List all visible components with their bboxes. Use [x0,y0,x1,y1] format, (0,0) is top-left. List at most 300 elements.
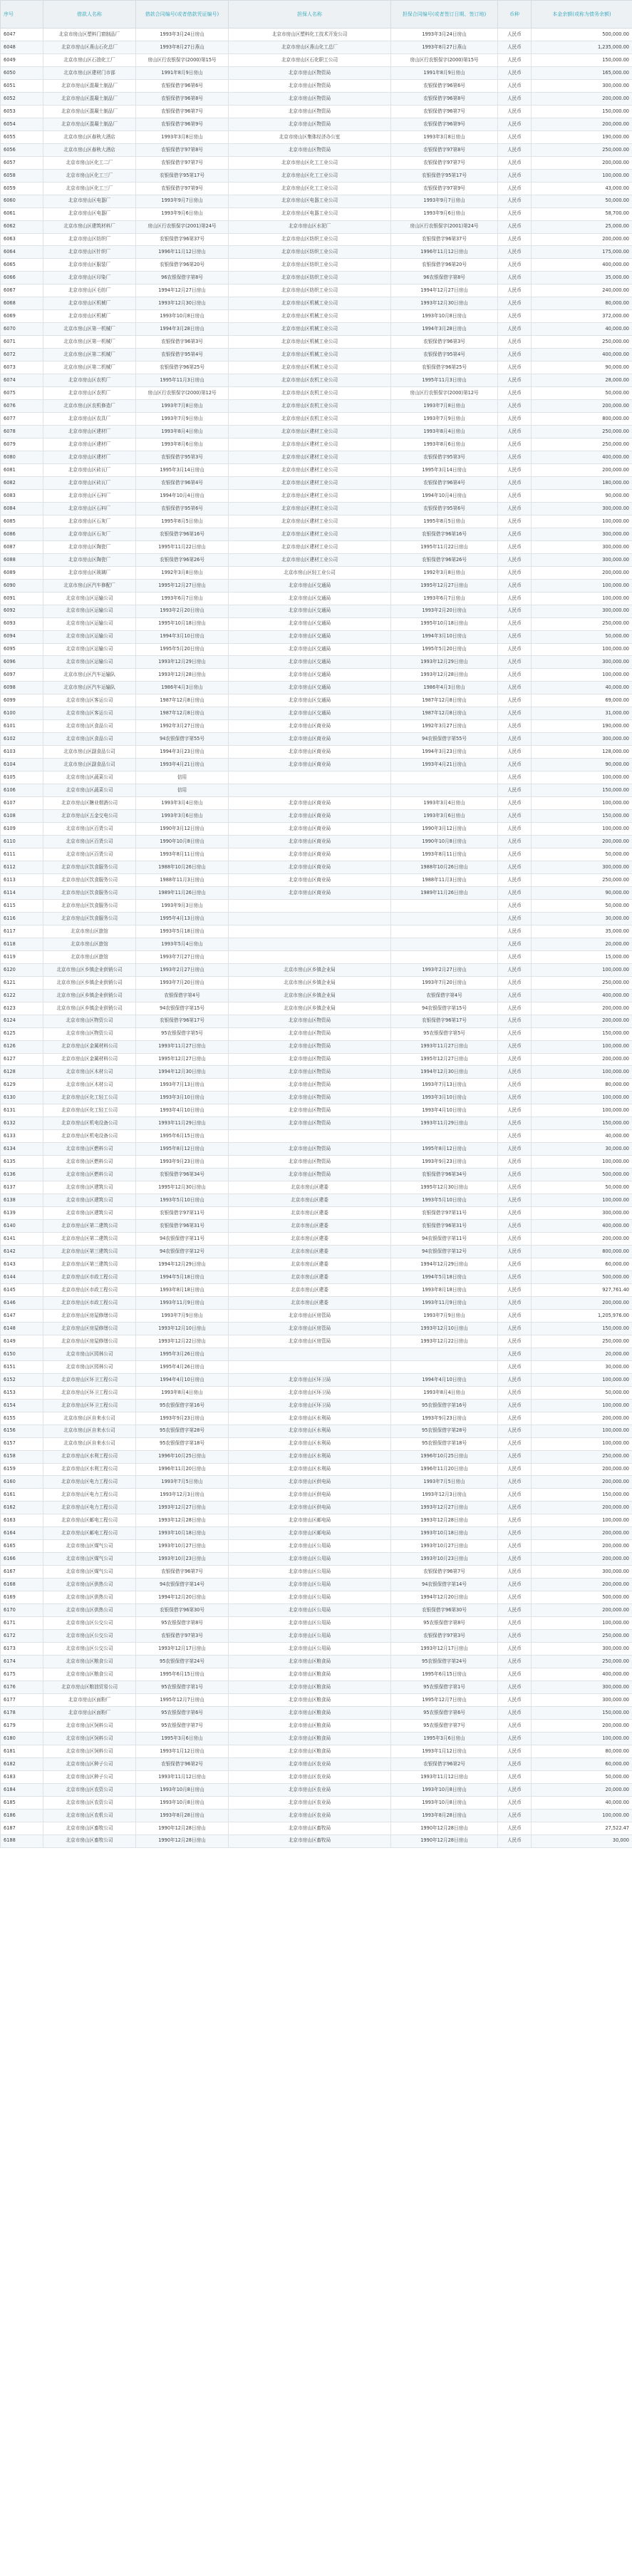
principal-cell: 300,000.00 [532,79,632,92]
guarantee-contract-cell: 1994年12月27日房山 [391,284,498,297]
borrower-cell: 北京市房山区农资公司 [43,1783,136,1796]
principal-cell: 200,000.00 [532,118,632,130]
principal-cell: 300,000.00 [532,1207,632,1220]
guarantee-contract-cell: 1993年9月7日房山 [391,195,498,207]
currency-cell: 人民币 [498,1117,532,1130]
guarantee-contract-cell: 农银保借字96第26号 [391,553,498,566]
guarantor-cell: 北京市房山区建材工业公司 [229,451,391,463]
currency-cell: 人民币 [498,1027,532,1040]
guarantee-contract-cell: 1993年7月9日房山 [391,1309,498,1322]
principal-cell: 300,000.00 [532,1680,632,1693]
guarantor-cell: 北京市房山区交通局 [229,605,391,617]
table-row [1,169,632,182]
table-row [1,540,632,553]
principal-cell: 250,000.00 [532,1450,632,1463]
loan-contract-cell: 1993年12月28日房山 [136,669,229,682]
guarantor-cell: 北京市房山区燕山化工总厂 [229,41,391,53]
table-row [1,1540,632,1553]
guarantor-cell: 北京市房山区物资局 [229,1040,391,1053]
guarantor-cell [229,1360,391,1373]
loan-contract-cell: 1995年11月3日房山 [136,374,229,387]
borrower-cell: 北京市房山区燃料公司 [43,1169,136,1181]
borrower-cell: 北京市房山区环卫工程公司 [43,1399,136,1412]
borrower-cell: 北京市房山区粮食公司 [43,1656,136,1668]
serial-cell: 6054 [1,118,43,130]
borrower-cell: 北京市房山区机械厂 [43,310,136,323]
guarantor-cell: 北京市房山区建委 [229,1194,391,1207]
guarantee-contract-cell: 1992年3月8日房山 [391,566,498,579]
currency-cell: 人民币 [498,489,532,502]
loan-contract-cell: 农银保借字96第16号 [136,528,229,540]
table-row [1,1348,632,1360]
guarantor-cell: 北京市房山区物资局 [229,1015,391,1027]
currency-cell: 人民币 [498,182,532,195]
principal-cell: 30,000.00 [532,912,632,925]
table-row [1,1220,632,1233]
borrower-cell: 北京市房山区建筑公司 [43,1181,136,1194]
currency-cell: 人民币 [498,1668,532,1681]
currency-cell: 人民币 [498,502,532,515]
principal-cell: 100,000.00 [532,1514,632,1527]
serial-cell: 6127 [1,1053,43,1066]
currency-cell: 人民币 [498,848,532,861]
borrower-cell: 北京市房山区石灰厂 [43,515,136,528]
serial-cell: 6152 [1,1373,43,1386]
loan-contract-cell: 1995年12月7日房山 [136,1693,229,1706]
guarantee-contract-cell: 1994年3月23日房山 [391,746,498,759]
currency-cell: 人民币 [498,1360,532,1373]
guarantee-contract-cell: 1991年8月9日房山 [391,66,498,79]
guarantor-cell: 北京市房山区纺织工业公司 [229,233,391,246]
guarantor-cell: 北京市房山区商业局 [229,746,391,759]
serial-cell: 6139 [1,1207,43,1220]
serial-cell: 6107 [1,797,43,810]
principal-cell: 200,000.00 [532,156,632,169]
guarantee-contract-cell: 1994年12月20日房山 [391,1591,498,1604]
principal-cell: 100,000.00 [532,1809,632,1822]
guarantee-contract-cell: 1993年5月10日房山 [391,1194,498,1207]
guarantee-contract-cell: 1993年12月28日房山 [391,669,498,682]
loan-contract-cell: 1995年8月12日房山 [136,1143,229,1156]
currency-cell: 人民币 [498,272,532,284]
loan-contract-cell: 1993年6月7日房山 [136,592,229,605]
loan-contract-cell: 94农银保借字第55号 [136,733,229,746]
loan-contract-cell: 95农银保借字第16号 [136,1399,229,1412]
currency-cell: 人民币 [498,1783,532,1796]
table-row [1,643,632,656]
currency-cell: 人民币 [498,1425,532,1437]
principal-cell: 30,000.00 [532,1360,632,1373]
loan-contract-cell: 1993年12月30日房山 [136,297,229,310]
table-row [1,720,632,733]
currency-cell: 人民币 [498,310,532,323]
guarantee-contract-cell: 1996年10月25日房山 [391,1450,498,1463]
loan-contract-cell: 1993年2月20日房山 [136,605,229,617]
serial-cell: 6084 [1,502,43,515]
guarantor-cell: 北京市房山区纺织工业公司 [229,272,391,284]
table-row [1,207,632,220]
principal-cell: 250,000.00 [532,1335,632,1348]
currency-cell: 人民币 [498,1617,532,1630]
guarantee-contract-cell: 1993年2月27日房山 [391,963,498,976]
principal-cell: 150,000.00 [532,105,632,118]
header-principal: 本金余额(或称为债务余额) [532,1,632,29]
principal-cell: 100,000.00 [532,669,632,682]
principal-cell: 150,000.00 [532,1117,632,1130]
borrower-cell: 北京市房山区农资公司 [43,1796,136,1809]
header-loan-contract: 借款合同编号(或者借款凭证编号) [136,1,229,29]
serial-cell: 6078 [1,426,43,438]
guarantor-cell: 北京市房山区乡镇企业局 [229,1002,391,1015]
table-row [1,746,632,759]
loan-contract-cell: 信用 [136,784,229,797]
principal-cell: 80,000.00 [532,1079,632,1092]
borrower-cell: 北京市房山区市政工程公司 [43,1283,136,1296]
currency-cell: 人民币 [498,413,532,426]
loan-contract-cell: 1987年12月8日房山 [136,694,229,707]
table-row [1,592,632,605]
loan-contract-cell: 1993年8月28日房山 [136,1809,229,1822]
currency-cell: 人民币 [498,1053,532,1066]
currency-cell: 人民币 [498,207,532,220]
loan-contract-cell: 1993年10月8日房山 [136,1783,229,1796]
guarantor-cell: 北京市房山区公用局 [229,1643,391,1656]
guarantor-cell: 北京市房山区建材工业公司 [229,463,391,476]
borrower-cell: 北京市房山区木材公司 [43,1079,136,1092]
table-row [1,1412,632,1425]
loan-contract-cell: 1993年7月8日房山 [136,400,229,413]
table-row [1,463,632,476]
guarantee-contract-cell: 94农银保借字第15号 [391,1002,498,1015]
serial-cell: 6138 [1,1194,43,1207]
guarantor-cell: 北京市房山区交通局 [229,656,391,669]
principal-cell: 300,000.00 [532,1693,632,1706]
guarantor-cell: 北京市房山区公用局 [229,1617,391,1630]
loan-contract-cell: 农银保借字96第34号 [136,1169,229,1181]
table-row [1,118,632,130]
table-row [1,105,632,118]
principal-cell: 200,000.00 [532,1233,632,1246]
serial-cell: 6108 [1,810,43,823]
currency-cell: 人民币 [498,1822,532,1834]
serial-cell: 6161 [1,1489,43,1502]
header-guarantee-contract: 担保合同编号(或者签订日期、签订地) [391,1,498,29]
table-row [1,682,632,694]
borrower-cell: 北京市房山区汽车运输队 [43,682,136,694]
loan-contract-cell: 1993年12月3日房山 [136,1489,229,1502]
currency-cell: 人民币 [498,963,532,976]
currency-cell: 人民币 [498,899,532,912]
table-row [1,886,632,899]
guarantor-cell: 北京市房山区水泥厂 [229,220,391,233]
borrower-cell: 北京市房山区化工轻工公司 [43,1092,136,1104]
currency-cell: 人民币 [498,463,532,476]
guarantor-cell: 北京市房山区化工工业公司 [229,169,391,182]
guarantor-cell [229,1130,391,1143]
borrower-cell: 北京市房山区建筑公司 [43,1194,136,1207]
borrower-cell: 北京市房山区物资公司 [43,1027,136,1040]
serial-cell: 6154 [1,1399,43,1412]
loan-contract-cell: 农银保借字97第7号 [136,156,229,169]
currency-cell: 人民币 [498,720,532,733]
guarantee-contract-cell: 1994年12月30日房山 [391,1066,498,1079]
guarantor-cell: 北京市房山区乡镇企业局 [229,989,391,1002]
currency-cell: 人民币 [498,374,532,387]
principal-cell: 150,000.00 [532,1489,632,1502]
table-row [1,1719,632,1732]
loan-contract-cell: 1995年12月27日房山 [136,579,229,592]
borrower-cell: 北京市房山区建材厂 [43,426,136,438]
guarantor-cell: 北京市房山区供电局 [229,1476,391,1489]
guarantee-contract-cell: 1993年8月27日燕山 [391,41,498,53]
loan-contract-cell: 1993年11月9日房山 [136,1296,229,1309]
principal-cell: 400,000.00 [532,1668,632,1681]
guarantor-cell: 北京市房山区农机工业公司 [229,400,391,413]
guarantor-cell: 北京市房山区建材工业公司 [229,502,391,515]
currency-cell: 人民币 [498,1809,532,1822]
loan-contract-cell: 1995年8月5日房山 [136,515,229,528]
loan-contract-cell: 1994年12月20日房山 [136,1591,229,1604]
guarantor-cell [229,912,391,925]
guarantee-contract-cell: 1995年12月27日房山 [391,579,498,592]
guarantor-cell: 北京市房山区农机工业公司 [229,374,391,387]
loan-contract-cell: 1993年7月5日房山 [136,1476,229,1489]
table-row [1,41,632,53]
guarantor-cell: 北京市房山区商业局 [229,836,391,848]
table-row [1,950,632,963]
principal-cell: 240,000.00 [532,284,632,297]
guarantee-contract-cell: 农银保借字96第7号 [391,105,498,118]
serial-cell: 6073 [1,361,43,374]
serial-cell: 6178 [1,1706,43,1719]
table-row [1,1732,632,1745]
serial-cell: 6160 [1,1476,43,1489]
borrower-cell: 北京市房山区粮油贸易公司 [43,1680,136,1693]
loan-contract-cell: 1995年3月6日房山 [136,1732,229,1745]
borrower-cell: 北京市房山区邮电工程公司 [43,1527,136,1540]
principal-cell: 300,000.00 [532,1643,632,1656]
guarantor-cell: 北京市房山区建材工业公司 [229,489,391,502]
table-row [1,438,632,451]
serial-cell: 6121 [1,976,43,989]
guarantee-contract-cell: 94农银保借字第55号 [391,733,498,746]
currency-cell: 人民币 [498,1527,532,1540]
principal-cell: 100,000.00 [532,1617,632,1630]
serial-cell: 6166 [1,1553,43,1566]
guarantor-cell: 北京市房山区畜牧局 [229,1822,391,1834]
loan-contract-cell: 1995年5月20日房山 [136,643,229,656]
loan-contract-cell: 1995年4月26日房山 [136,1360,229,1373]
table-row [1,1092,632,1104]
loan-contract-cell: 1993年7月13日房山 [136,1079,229,1092]
table-row [1,1463,632,1476]
loan-contract-cell: 1988年10月26日房山 [136,861,229,873]
loan-contract-cell: 1994年3月10日房山 [136,630,229,643]
currency-cell: 人民币 [498,361,532,374]
serial-cell: 6104 [1,759,43,771]
guarantee-contract-cell: 农银保借字96第7号 [391,1566,498,1579]
loan-contract-cell: 1993年4月10日房山 [136,1104,229,1117]
currency-cell: 人民币 [498,1373,532,1386]
table-row [1,502,632,515]
borrower-cell: 北京市房山区农机修造厂 [43,400,136,413]
principal-cell: 60,000.00 [532,1757,632,1770]
guarantor-cell: 北京市房山区物资局 [229,1053,391,1066]
borrower-cell: 北京市房山区第二机械厂 [43,349,136,361]
loan-contract-cell: 1995年12月27日房山 [136,1053,229,1066]
guarantee-contract-cell: 1993年3月8日房山 [391,130,498,143]
serial-cell: 6155 [1,1412,43,1425]
guarantee-contract-cell: 1987年12月8日房山 [391,694,498,707]
loan-contract-cell: 1993年3月24日房山 [136,29,229,41]
header-guarantor: 担保人名称 [229,1,391,29]
borrower-cell: 北京市房山区供热公司 [43,1579,136,1591]
serial-cell: 6071 [1,336,43,349]
guarantee-contract-cell: 1993年9月6日房山 [391,207,498,220]
guarantee-contract-cell: 农银保借字96第34号 [391,1169,498,1181]
guarantor-cell [229,925,391,938]
borrower-cell: 北京市房山区石油化工厂 [43,53,136,66]
serial-cell: 6085 [1,515,43,528]
borrower-cell: 北京市房山区化工三厂 [43,182,136,195]
borrower-cell: 北京市房山区煤气公司 [43,1553,136,1566]
principal-cell: 100,000.00 [532,592,632,605]
borrower-cell: 北京市房山区砖瓦厂 [43,463,136,476]
guarantee-contract-cell: 1993年8月11日房山 [391,848,498,861]
currency-cell: 人民币 [498,912,532,925]
currency-cell: 人民币 [498,592,532,605]
table-row [1,1373,632,1386]
borrower-cell: 北京市房山区饲料公司 [43,1732,136,1745]
loan-contract-cell: 1993年12月17日房山 [136,1643,229,1656]
borrower-cell: 北京市房山区种子公司 [43,1770,136,1783]
guarantee-contract-cell: 1993年4月21日房山 [391,759,498,771]
serial-cell: 6153 [1,1386,43,1399]
borrower-cell: 北京市房山区面粉厂 [43,1693,136,1706]
guarantee-contract-cell: 1994年3月28日房山 [391,323,498,336]
currency-cell: 人民币 [498,143,532,156]
currency-cell: 人民币 [498,1233,532,1246]
principal-cell: 500,000.00 [532,1169,632,1181]
guarantee-contract-cell: 1993年8月28日房山 [391,1809,498,1822]
loan-contract-cell: 1994年12月27日房山 [136,284,229,297]
guarantor-cell: 北京市房山区物资局 [229,1027,391,1040]
guarantor-cell: 北京市房山区粮食局 [229,1745,391,1757]
currency-cell: 人民币 [498,1399,532,1412]
serial-cell: 6164 [1,1527,43,1540]
borrower-cell: 北京市房山区旅馆 [43,925,136,938]
serial-cell: 6142 [1,1246,43,1258]
serial-cell: 6130 [1,1092,43,1104]
loan-contract-cell: 农银保借字97第11号 [136,1207,229,1220]
borrower-cell: 北京市房山区房屋修缮公司 [43,1335,136,1348]
borrower-cell: 北京市房山区春秋大酒店 [43,130,136,143]
principal-cell: 300,000.00 [532,861,632,873]
borrower-cell: 北京市房山区机电设备公司 [43,1117,136,1130]
guarantee-contract-cell: 1995年3月6日房山 [391,1732,498,1745]
guarantee-contract-cell: 1994年3月10日房山 [391,630,498,643]
guarantor-cell: 北京市房山区粮食局 [229,1706,391,1719]
currency-cell: 人民币 [498,566,532,579]
table-row [1,1425,632,1437]
serial-cell: 6047 [1,29,43,41]
serial-cell: 6082 [1,476,43,489]
borrower-cell: 北京市房山区蔬菜公司 [43,784,136,797]
currency-cell: 人民币 [498,105,532,118]
principal-cell: 200,000.00 [532,566,632,579]
serial-cell: 6117 [1,925,43,938]
loan-contract-cell: 1990年12月28日房山 [136,1834,229,1847]
guarantor-cell: 北京市房山区商业局 [229,797,391,810]
guarantee-contract-cell: 1993年12月27日房山 [391,1502,498,1514]
guarantor-cell: 北京市房山区塑料化工技术开发公司 [229,29,391,41]
serial-cell: 6147 [1,1309,43,1322]
loan-contract-cell: 农银保借字96第9号 [136,118,229,130]
serial-cell: 6119 [1,950,43,963]
principal-cell: 35,000.00 [532,272,632,284]
principal-cell: 200,000.00 [532,463,632,476]
serial-cell: 6173 [1,1643,43,1656]
guarantee-contract-cell [391,912,498,925]
loan-contract-cell: 1986年4月3日房山 [136,682,229,694]
guarantee-contract-cell: 1993年9月23日房山 [391,1412,498,1425]
borrower-cell: 北京市房山区煤气公司 [43,1566,136,1579]
principal-cell: 300,000.00 [532,502,632,515]
table-row [1,272,632,284]
principal-cell: 80,000.00 [532,297,632,310]
borrower-cell: 北京市房山区塑料门窗制品厂 [43,29,136,41]
currency-cell: 人民币 [498,515,532,528]
table-row [1,515,632,528]
loan-contract-cell: 1993年7月27日房山 [136,950,229,963]
table-row [1,1693,632,1706]
borrower-cell: 北京市房山区饲料公司 [43,1719,136,1732]
guarantee-contract-cell: 95农银保借字第8号 [391,1617,498,1630]
currency-cell: 人民币 [498,1194,532,1207]
serial-cell: 6069 [1,310,43,323]
table-row [1,1309,632,1322]
currency-cell: 人民币 [498,784,532,797]
principal-cell: 250,000.00 [532,438,632,451]
currency-cell: 人民币 [498,284,532,297]
guarantee-contract-cell: 农银保借字95第4号 [391,349,498,361]
serial-cell: 6083 [1,489,43,502]
table-row [1,1783,632,1796]
guarantor-cell: 北京市房山区物资局 [229,66,391,79]
principal-cell: 250,000.00 [532,1630,632,1643]
table-row [1,797,632,810]
currency-cell: 人民币 [498,1489,532,1502]
currency-cell: 人民币 [498,426,532,438]
table-row [1,1809,632,1822]
currency-cell: 人民币 [498,259,532,272]
borrower-cell: 北京市房山区农机厂 [43,387,136,400]
borrower-cell: 北京市房山区自来水公司 [43,1437,136,1450]
guarantor-cell: 北京市房山区机械工业公司 [229,336,391,349]
borrower-cell: 北京市房山区五金交电公司 [43,810,136,823]
serial-cell: 6116 [1,912,43,925]
serial-cell: 6174 [1,1656,43,1668]
borrower-cell: 北京市房山区第二建筑公司 [43,1220,136,1233]
guarantee-contract-cell: 农银保借字96第3号 [391,336,498,349]
currency-cell: 人民币 [498,579,532,592]
principal-cell: 300,000.00 [532,553,632,566]
borrower-cell: 北京市房山区运输公司 [43,617,136,630]
borrower-cell: 北京市房山区混凝土制品厂 [43,79,136,92]
table-row [1,848,632,861]
guarantor-cell: 北京市房山区机械工业公司 [229,310,391,323]
loan-contract-cell: 农银保借字96第20号 [136,259,229,272]
